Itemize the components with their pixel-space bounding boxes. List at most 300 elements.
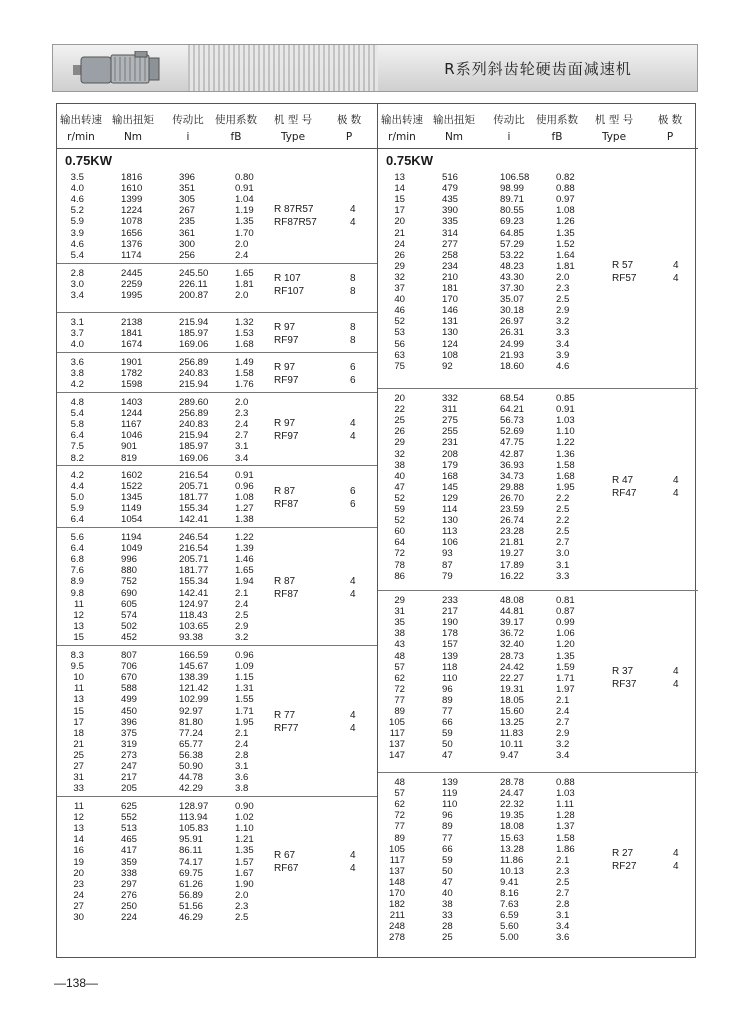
table-cell: 16 [73, 845, 84, 857]
table-cell: 1.15 [235, 672, 254, 684]
pole-count: 6 [350, 485, 356, 497]
table-cell: 396 [121, 716, 138, 728]
table-cell: 231 [442, 437, 459, 449]
table-cell: 89 [394, 832, 405, 844]
column-header-c6: 极 数 [336, 114, 362, 126]
table-cell: 502 [121, 620, 138, 632]
table-cell: 124 [442, 338, 459, 350]
table-cell: 1.38 [235, 514, 254, 526]
table-cell: 3.5 [70, 172, 84, 183]
spec-group [57, 465, 377, 527]
table-cell: 25 [442, 932, 453, 944]
table-cell: 24.47 [500, 788, 525, 800]
table-cell: 819 [121, 452, 138, 464]
table-cell: 57 [394, 788, 405, 800]
unit-header-u4: fB [551, 131, 563, 143]
type-label: RF27 [612, 861, 637, 873]
table-cell: 1049 [121, 543, 143, 555]
table-cell: 56.89 [179, 889, 204, 901]
table-cell: 38 [394, 628, 405, 640]
table-cell: 3.1 [70, 317, 84, 328]
table-cell: 110 [442, 799, 458, 811]
table-cell: 3.8 [235, 783, 249, 795]
table-cell: 113.94 [179, 812, 208, 824]
pole-count: 8 [350, 272, 356, 284]
table-cell: 2.3 [556, 865, 570, 877]
table-cell: 3.6 [235, 772, 249, 784]
table-cell: 95.91 [179, 834, 204, 846]
table-cell: 17 [394, 205, 405, 217]
table-cell: 19.31 [500, 683, 525, 695]
table-cell: 435 [442, 194, 459, 206]
table-cell: 3.6 [556, 932, 570, 944]
table-cell: 752 [121, 576, 138, 588]
table-cell: 6.4 [70, 543, 84, 555]
table-cell: 1.39 [235, 543, 254, 555]
table-cell: 32.40 [500, 639, 525, 651]
table-cell: 625 [121, 801, 138, 812]
table-cell: 31 [73, 772, 84, 784]
spec-table [56, 103, 696, 958]
table-cell: 10 [73, 672, 84, 684]
table-cell: 1.35 [235, 216, 254, 228]
table-cell: 53 [394, 327, 405, 339]
table-cell: 7.5 [70, 441, 84, 453]
table-cell: 22.32 [500, 799, 525, 811]
table-cell: 1.19 [235, 205, 254, 217]
type-label: RF67 [274, 863, 299, 874]
table-cell: 248 [388, 921, 405, 933]
table-cell: 62 [394, 799, 405, 811]
table-cell: 36.72 [500, 628, 525, 640]
type-label: RF97 [274, 334, 299, 346]
power-label: 0.75KW [65, 153, 112, 168]
table-cell: 11 [74, 801, 84, 812]
table-cell: 5.0 [70, 492, 84, 504]
table-cell: 26.31 [500, 327, 525, 339]
table-cell: 216.54 [179, 543, 209, 555]
table-cell: 3.4 [556, 338, 570, 350]
table-cell: 1602 [121, 470, 143, 481]
table-cell: 56 [394, 338, 405, 350]
table-cell: 168 [442, 470, 459, 482]
spec-group [378, 772, 698, 950]
table-cell: 1674 [121, 339, 143, 351]
table-cell: 170 [388, 888, 405, 899]
table-cell: 1.10 [556, 426, 575, 438]
table-cell: 4.6 [70, 194, 84, 206]
table-cell: 64.21 [500, 404, 525, 416]
table-cell: 276 [121, 889, 138, 901]
table-cell: 118 [442, 661, 458, 673]
spec-group [57, 392, 377, 465]
table-cell: 513 [121, 823, 138, 835]
table-cell: 77 [442, 832, 453, 844]
table-cell: 155.34 [179, 576, 209, 588]
table-cell: 118.43 [179, 609, 208, 621]
table-cell: 211 [389, 910, 405, 922]
table-cell: 0.91 [235, 470, 254, 481]
table-cell: 43.30 [500, 271, 525, 283]
table-cell: 31 [394, 606, 405, 618]
table-cell: 1149 [121, 503, 142, 515]
pole-count: 4 [350, 575, 356, 587]
table-cell: 256 [179, 249, 196, 261]
table-cell: 1174 [121, 249, 142, 261]
pole-count: 4 [673, 861, 679, 873]
table-cell: 305 [179, 194, 196, 206]
table-cell: 1.35 [556, 227, 575, 239]
table-cell: 3.0 [70, 279, 84, 291]
table-cell: 40 [394, 470, 405, 482]
table-cell: 65.77 [179, 738, 204, 750]
table-cell: 247 [121, 761, 138, 772]
table-cell: 81.80 [179, 716, 204, 728]
table-cell: 3.8 [70, 368, 84, 380]
table-cell: 1.68 [235, 339, 254, 351]
type-label: RF37 [612, 679, 637, 691]
table-cell: 47 [442, 750, 453, 762]
table-cell: 20 [73, 867, 84, 879]
table-cell: 2.0 [235, 889, 249, 901]
table-cell: 26 [394, 426, 405, 438]
type-label: RF97 [274, 431, 299, 443]
spec-group [57, 312, 377, 352]
gear-motor-icon [71, 51, 181, 87]
table-cell: 110 [442, 672, 458, 684]
table-cell: 1598 [121, 379, 143, 391]
table-cell: 21 [73, 738, 84, 750]
table-cell: 46.29 [179, 912, 204, 923]
table-cell: 208 [442, 448, 459, 460]
table-cell: 1.10 [235, 823, 254, 835]
table-cell: 50 [442, 739, 453, 751]
table-cell: 15 [73, 631, 84, 643]
table-cell: 14 [394, 183, 405, 195]
table-cell: 1.58 [235, 368, 254, 380]
table-cell: 3.9 [556, 349, 570, 361]
table-cell: 72 [394, 683, 405, 695]
table-cell: 0.82 [556, 172, 575, 183]
table-cell: 1.35 [556, 650, 575, 662]
table-cell: 114 [442, 504, 458, 515]
table-cell: 28.73 [500, 650, 525, 662]
table-cell: 124.97 [179, 598, 209, 610]
table-cell: 169.06 [179, 339, 209, 351]
pole-count: 4 [350, 204, 356, 216]
table-cell: 3.6 [70, 357, 84, 368]
table-cell: 185.97 [179, 441, 209, 453]
table-cell: 311 [442, 404, 458, 416]
table-cell: 50 [442, 865, 453, 877]
table-cell: 74.17 [179, 856, 204, 868]
type-label: R 27 [612, 848, 634, 860]
table-cell: 17 [73, 716, 84, 728]
pole-count: 4 [350, 710, 356, 722]
table-cell: 9.5 [70, 661, 84, 673]
table-cell: 4.4 [70, 481, 84, 493]
table-cell: 40 [442, 888, 453, 899]
table-cell: 1.58 [556, 832, 575, 844]
table-cell: 1.59 [556, 661, 575, 673]
table-cell: 32 [394, 271, 405, 283]
table-cell: 103.65 [179, 620, 209, 632]
table-cell: 277 [442, 238, 459, 250]
table-cell: 1901 [121, 357, 143, 368]
table-cell: 289.60 [179, 397, 209, 408]
table-cell: 185.97 [179, 328, 209, 340]
table-cell: 5.8 [70, 419, 84, 431]
table-cell: 13 [73, 823, 84, 835]
table-cell: 64.85 [500, 227, 525, 239]
table-cell: 7.6 [70, 565, 84, 577]
table-cell: 335 [442, 216, 459, 228]
spec-group [378, 590, 698, 772]
table-cell: 417 [121, 845, 138, 857]
table-cell: 57 [394, 661, 405, 673]
table-cell: 129 [442, 492, 459, 504]
table-cell: 53.22 [500, 249, 525, 261]
table-cell: 1.81 [556, 260, 575, 272]
table-cell: 205 [121, 783, 138, 795]
type-label: R 87 [274, 485, 296, 497]
pole-count: 4 [350, 863, 356, 874]
table-cell: 169.06 [179, 452, 209, 464]
table-cell: 240.83 [179, 419, 209, 431]
table-cell: 314 [442, 227, 459, 239]
table-cell: 117 [389, 854, 405, 866]
table-cell: 5.4 [70, 408, 84, 420]
table-cell: 26.97 [500, 316, 525, 328]
spec-group [378, 388, 698, 590]
table-cell: 245.50 [179, 268, 209, 279]
unit-header-u6: P [345, 131, 353, 143]
table-cell: 3.1 [556, 910, 570, 922]
table-cell: 3.4 [70, 290, 84, 302]
table-cell: 37 [394, 283, 405, 294]
table-cell: 2.5 [235, 609, 249, 621]
table-cell: 3.7 [70, 328, 84, 340]
table-cell: 142.41 [179, 514, 209, 526]
table-cell: 1.04 [235, 194, 254, 206]
pole-count: 8 [350, 321, 356, 333]
table-cell: 1610 [121, 183, 143, 195]
table-cell: 479 [442, 183, 459, 195]
table-cell: 39.17 [500, 617, 525, 629]
table-cell: 3.2 [556, 316, 570, 328]
type-label: RF47 [612, 488, 637, 500]
table-cell: 297 [121, 878, 138, 890]
column-header-c5: 机 型 号 [273, 114, 313, 126]
table-cell: 3.3 [556, 327, 570, 339]
table-cell: 29 [394, 595, 405, 606]
table-cell: 2259 [121, 279, 143, 291]
table-header [57, 104, 377, 149]
table-cell: 499 [121, 694, 138, 706]
table-cell: 1.94 [235, 576, 254, 588]
table-cell: 5.2 [70, 205, 84, 217]
table-cell: 1.20 [556, 639, 575, 651]
table-cell: 217 [121, 772, 138, 784]
unit-header-u3: i [507, 131, 511, 143]
table-cell: 1.02 [235, 812, 254, 824]
column-header-c2: 输出扭矩 [112, 114, 154, 126]
table-cell: 3.1 [235, 441, 249, 453]
table-cell: 24 [73, 889, 84, 901]
pole-count: 6 [350, 498, 356, 510]
table-cell: 66 [442, 717, 453, 729]
table-cell: 1.57 [235, 856, 254, 868]
table-cell: 1.71 [556, 672, 575, 684]
table-cell: 40 [394, 294, 405, 306]
table-cell: 258 [442, 249, 459, 261]
table-cell: 0.90 [235, 801, 254, 812]
table-cell: 137 [388, 865, 405, 877]
table-cell: 1.22 [235, 532, 254, 543]
unit-header-u2: Nm [444, 131, 464, 143]
table-cell: 1.95 [235, 716, 254, 728]
table-cell: 14 [73, 834, 84, 846]
table-cell: 89 [394, 706, 405, 717]
table-cell: 0.87 [556, 606, 575, 618]
table-cell: 75 [394, 360, 405, 372]
table-cell: 142.41 [179, 587, 209, 599]
type-label: R 87R57 [274, 204, 314, 216]
table-cell: 450 [121, 705, 138, 717]
table-cell: 2.5 [556, 876, 570, 888]
table-cell: 64 [394, 537, 405, 549]
pole-count: 4 [350, 217, 356, 229]
table-cell: 33 [73, 783, 84, 795]
table-cell: 5.9 [70, 216, 84, 228]
table-cell: 10.13 [500, 865, 525, 877]
table-cell: 278 [388, 932, 405, 944]
table-cell: 102.99 [179, 694, 209, 706]
table-cell: 69.23 [500, 216, 525, 228]
table-cell: 52 [394, 515, 405, 527]
table-cell: 8.16 [500, 888, 519, 899]
table-cell: 11.86 [500, 854, 524, 866]
table-cell: 1345 [121, 492, 143, 504]
table-cell: 59 [442, 854, 453, 866]
type-label: RF87 [274, 498, 299, 510]
table-cell: 1.81 [235, 279, 254, 291]
table-cell: 8.9 [70, 576, 84, 588]
table-cell: 77.24 [179, 727, 204, 739]
table-cell: 2.5 [556, 504, 570, 515]
spec-group [378, 150, 698, 388]
table-cell: 93.38 [179, 631, 204, 643]
column-header-c1: 输出转速 [60, 114, 102, 126]
table-cell: 0.91 [556, 404, 575, 416]
table-cell: 2.0 [235, 238, 249, 250]
table-cell: 1.49 [235, 357, 254, 368]
table-cell: 0.97 [556, 194, 575, 206]
table-cell: 42.29 [179, 783, 204, 795]
table-cell: 23.59 [500, 504, 525, 515]
table-cell: 19.27 [500, 548, 525, 560]
table-cell: 2.4 [235, 419, 249, 431]
table-cell: 6.4 [70, 514, 84, 526]
table-cell: 44.81 [500, 606, 525, 618]
table-cell: 2.4 [235, 598, 249, 610]
table-cell: 128.97 [179, 801, 209, 812]
table-right-half [377, 104, 697, 957]
type-label: R 97 [274, 361, 296, 373]
table-cell: 1399 [121, 194, 143, 206]
table-cell: 139 [442, 650, 459, 662]
table-cell: 1054 [121, 514, 143, 526]
table-cell: 0.88 [556, 777, 575, 788]
table-cell: 61.26 [179, 878, 204, 890]
table-cell: 1.31 [235, 683, 254, 695]
pole-count: 4 [673, 679, 679, 691]
table-cell: 77 [394, 694, 405, 706]
table-cell: 250 [121, 900, 138, 912]
table-cell: 1244 [121, 408, 143, 420]
table-cell: 2.2 [556, 492, 570, 504]
table-cell: 179 [442, 459, 459, 471]
table-cell: 375 [121, 727, 138, 739]
table-cell: 200.87 [179, 290, 209, 302]
table-cell: 25 [73, 749, 84, 761]
table-cell: 2.0 [235, 397, 249, 408]
table-cell: 6.59 [500, 910, 519, 922]
table-cell: 182 [388, 899, 405, 911]
table-cell: 2.1 [235, 587, 249, 599]
pole-count: 4 [350, 723, 356, 735]
table-cell: 0.81 [556, 595, 575, 606]
table-cell: 574 [121, 609, 138, 621]
table-cell: 1.71 [235, 705, 254, 717]
table-cell: 66 [442, 843, 453, 855]
table-cell: 0.80 [235, 172, 254, 183]
column-header-c5: 机 型 号 [594, 114, 634, 126]
table-cell: 33 [442, 910, 453, 922]
table-cell: 6.4 [70, 430, 84, 442]
table-cell: 72 [394, 548, 405, 560]
table-cell: 119 [442, 788, 458, 800]
table-cell: 224 [121, 912, 138, 923]
table-cell: 22.27 [500, 672, 525, 684]
table-cell: 2.3 [235, 900, 249, 912]
table-cell: 2.9 [235, 620, 249, 632]
table-header [378, 104, 698, 149]
table-cell: 23.28 [500, 526, 525, 538]
table-cell: 1.08 [235, 492, 254, 504]
table-cell: 2.0 [556, 271, 570, 283]
table-cell: 138.39 [179, 672, 209, 684]
table-cell: 9.47 [500, 750, 519, 762]
table-cell: 0.91 [235, 183, 254, 195]
type-label: R 97 [274, 321, 296, 333]
table-cell: 1.35 [235, 845, 254, 857]
table-cell: 465 [121, 834, 138, 846]
table-cell: 59 [442, 728, 453, 740]
table-cell: 2.8 [70, 268, 84, 279]
type-label: R 67 [274, 850, 296, 861]
table-cell: 1.70 [235, 227, 254, 239]
table-cell: 215.94 [179, 317, 209, 328]
table-cell: 19 [73, 856, 84, 868]
table-cell: 3.4 [235, 452, 249, 464]
table-cell: 2.5 [556, 294, 570, 306]
pole-count: 6 [350, 361, 356, 373]
table-cell: 68.54 [500, 393, 525, 404]
table-cell: 166.59 [179, 650, 209, 661]
table-cell: 2.4 [235, 738, 249, 750]
table-cell: 15.60 [500, 706, 525, 717]
